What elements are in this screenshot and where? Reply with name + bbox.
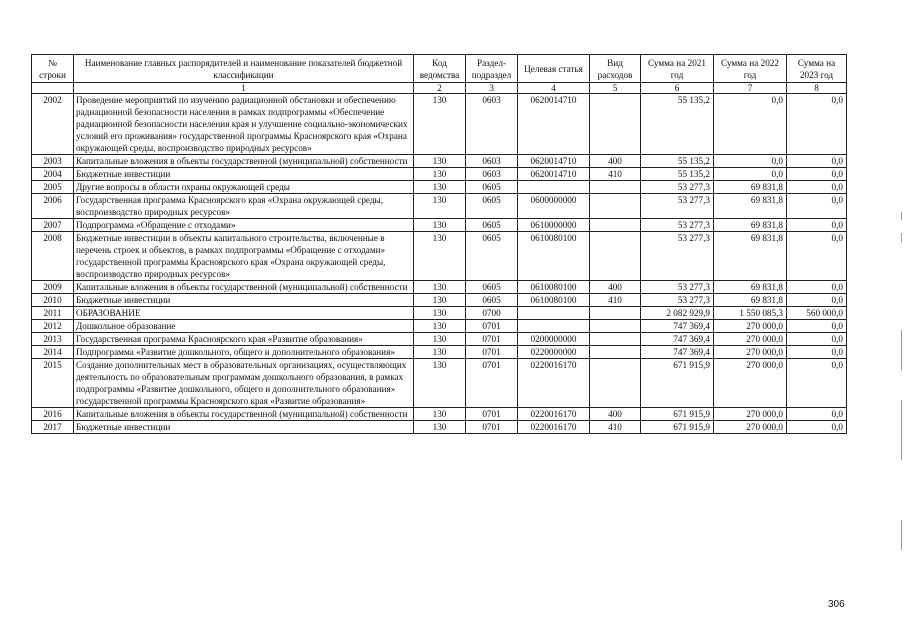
expense-type-cell bbox=[590, 320, 641, 333]
item-name-cell: Капитальные вложения в объекты государственной (муниципальной) собственности bbox=[74, 155, 414, 168]
header-num-5: 5 bbox=[590, 83, 641, 94]
sum-2022-cell: 270 000,0 bbox=[714, 359, 787, 408]
target-item-cell bbox=[518, 181, 590, 194]
table-row bbox=[32, 155, 847, 168]
expense-type-cell: 400 bbox=[590, 155, 641, 168]
item-name-cell: Бюджетные инвестиции bbox=[74, 421, 414, 434]
department-code-cell: 130 bbox=[414, 408, 466, 421]
row-number-cell: 2017 bbox=[32, 421, 74, 434]
table-row bbox=[32, 307, 847, 320]
row-number-cell: 2012 bbox=[32, 320, 74, 333]
sum-2021-cell: 671 915,9 bbox=[641, 408, 714, 421]
header-expense-type: Вид расходов bbox=[590, 55, 641, 83]
section-code-cell: 0700 bbox=[466, 307, 518, 320]
sum-2023-cell: 560 000,0 bbox=[787, 307, 847, 320]
target-item-cell: 0220000000 bbox=[518, 346, 590, 359]
section-code-cell: 0605 bbox=[466, 281, 518, 294]
table-row bbox=[32, 194, 847, 219]
row-number-cell: 2015 bbox=[32, 359, 74, 408]
item-name-cell: Дошкольное образование bbox=[74, 320, 414, 333]
section-code-cell: 0603 bbox=[466, 168, 518, 181]
expense-type-cell bbox=[590, 232, 641, 281]
item-name-cell: Бюджетные инвестиции bbox=[74, 168, 414, 181]
header-num-6: 6 bbox=[641, 83, 714, 94]
sum-2023-cell: 0,0 bbox=[787, 194, 847, 219]
department-code-cell: 130 bbox=[414, 181, 466, 194]
row-number-cell: 2010 bbox=[32, 294, 74, 307]
header-num-3: 3 bbox=[466, 83, 518, 94]
sum-2021-cell: 53 277,3 bbox=[641, 219, 714, 232]
row-number-cell: 2011 bbox=[32, 307, 74, 320]
table-row bbox=[32, 219, 847, 232]
department-code-cell: 130 bbox=[414, 232, 466, 281]
header-num-8: 8 bbox=[787, 83, 847, 94]
table-row bbox=[32, 320, 847, 333]
department-code-cell: 130 bbox=[414, 320, 466, 333]
scan-edge-mark bbox=[901, 233, 902, 242]
target-item-cell bbox=[518, 307, 590, 320]
expense-type-cell bbox=[590, 194, 641, 219]
sum-2023-cell: 0,0 bbox=[787, 333, 847, 346]
sum-2022-cell: 0,0 bbox=[714, 168, 787, 181]
row-number-cell: 2009 bbox=[32, 281, 74, 294]
header-row-number: № строки bbox=[32, 55, 74, 83]
row-number-cell: 2013 bbox=[32, 333, 74, 346]
section-code-cell: 0701 bbox=[466, 359, 518, 408]
row-number-cell: 2008 bbox=[32, 232, 74, 281]
item-name-cell: Проведение мероприятий по изучению радиационной обстановки и обеспечению радиационной безопасности населения в рамках подпрограммы «Обеспечение радиационной безопасности населения края и улучшение социально-экономических условий его проживания» государственной программы Красноярского края «Охрана окружающей среды, воспроизводство природных ресурсов» bbox=[74, 94, 414, 155]
section-code-cell: 0605 bbox=[466, 181, 518, 194]
department-code-cell: 130 bbox=[414, 155, 466, 168]
sum-2022-cell: 69 831,8 bbox=[714, 194, 787, 219]
scan-edge-mark bbox=[901, 330, 902, 370]
department-code-cell: 130 bbox=[414, 219, 466, 232]
row-number-cell: 2005 bbox=[32, 181, 74, 194]
item-name-cell: Подпрограмма «Обращение с отходами» bbox=[74, 219, 414, 232]
sum-2023-cell: 0,0 bbox=[787, 168, 847, 181]
department-code-cell: 130 bbox=[414, 346, 466, 359]
section-code-cell: 0603 bbox=[466, 94, 518, 155]
expense-type-cell: 410 bbox=[590, 294, 641, 307]
scan-edge-mark bbox=[901, 212, 902, 220]
section-code-cell: 0605 bbox=[466, 294, 518, 307]
header-sum-2023: Сумма на 2023 год bbox=[787, 55, 847, 83]
expense-type-cell bbox=[590, 94, 641, 155]
sum-2023-cell: 0,0 bbox=[787, 294, 847, 307]
sum-2023-cell: 0,0 bbox=[787, 421, 847, 434]
table-row bbox=[32, 181, 847, 194]
target-item-cell: 0200000000 bbox=[518, 333, 590, 346]
sum-2023-cell: 0,0 bbox=[787, 94, 847, 155]
item-name-cell: Подпрограмма «Развитие дошкольного, общего и дополнительного образования» bbox=[74, 346, 414, 359]
target-item-cell: 0600000000 bbox=[518, 194, 590, 219]
table-row bbox=[32, 232, 847, 281]
section-code-cell: 0701 bbox=[466, 421, 518, 434]
expense-type-cell bbox=[590, 333, 641, 346]
budget-table bbox=[31, 54, 847, 434]
target-item-cell: 0610080100 bbox=[518, 232, 590, 281]
section-code-cell: 0701 bbox=[466, 333, 518, 346]
sum-2023-cell: 0,0 bbox=[787, 346, 847, 359]
department-code-cell: 130 bbox=[414, 421, 466, 434]
scan-edge-mark bbox=[901, 400, 902, 460]
row-number-cell: 2003 bbox=[32, 155, 74, 168]
target-item-cell: 0620014710 bbox=[518, 94, 590, 155]
sum-2023-cell: 0,0 bbox=[787, 155, 847, 168]
sum-2022-cell: 0,0 bbox=[714, 155, 787, 168]
expense-type-cell: 400 bbox=[590, 408, 641, 421]
department-code-cell: 130 bbox=[414, 281, 466, 294]
table-row bbox=[32, 294, 847, 307]
header-num-4: 4 bbox=[518, 83, 590, 94]
item-name-cell: Капитальные вложения в объекты государственной (муниципальной) собственности bbox=[74, 281, 414, 294]
sum-2021-cell: 747 369,4 bbox=[641, 333, 714, 346]
table-row bbox=[32, 94, 847, 155]
sum-2023-cell: 0,0 bbox=[787, 359, 847, 408]
expense-type-cell bbox=[590, 346, 641, 359]
item-name-cell: Создание дополнительных мест в образовательных организациях, осуществляющих деятельность по образовательным программам дошкольного образования, в рамках подпрограммы «Развитие дошкольного, общего и дополнительного образования» государственной программы Красноярского края «Развитие образования» bbox=[74, 359, 414, 408]
sum-2021-cell: 55 135,2 bbox=[641, 168, 714, 181]
department-code-cell: 130 bbox=[414, 94, 466, 155]
expense-type-cell bbox=[590, 307, 641, 320]
section-code-cell: 0605 bbox=[466, 232, 518, 281]
department-code-cell: 130 bbox=[414, 168, 466, 181]
sum-2022-cell: 69 831,8 bbox=[714, 294, 787, 307]
sum-2021-cell: 55 135,2 bbox=[641, 94, 714, 155]
header-num-1: 1 bbox=[74, 83, 414, 94]
header-section: Раздел-подраздел bbox=[466, 55, 518, 83]
sum-2022-cell: 69 831,8 bbox=[714, 232, 787, 281]
expense-type-cell bbox=[590, 219, 641, 232]
sum-2021-cell: 2 082 929,9 bbox=[641, 307, 714, 320]
target-item-cell: 0610080100 bbox=[518, 281, 590, 294]
table-row bbox=[32, 421, 847, 434]
sum-2023-cell: 0,0 bbox=[787, 219, 847, 232]
table-body bbox=[32, 94, 847, 434]
target-item-cell bbox=[518, 320, 590, 333]
header-target-item: Целевая статья bbox=[518, 55, 590, 83]
target-item-cell: 0610000000 bbox=[518, 219, 590, 232]
sum-2022-cell: 270 000,0 bbox=[714, 320, 787, 333]
sum-2021-cell: 747 369,4 bbox=[641, 320, 714, 333]
row-number-cell: 2006 bbox=[32, 194, 74, 219]
item-name-cell: Бюджетные инвестиции bbox=[74, 294, 414, 307]
sum-2021-cell: 671 915,9 bbox=[641, 421, 714, 434]
target-item-cell: 0220016170 bbox=[518, 359, 590, 408]
item-name-cell: Другие вопросы в области охраны окружающей среды bbox=[74, 181, 414, 194]
sum-2021-cell: 55 135,2 bbox=[641, 155, 714, 168]
sum-2022-cell: 69 831,8 bbox=[714, 281, 787, 294]
expense-type-cell: 410 bbox=[590, 168, 641, 181]
sum-2022-cell: 270 000,0 bbox=[714, 421, 787, 434]
department-code-cell: 130 bbox=[414, 307, 466, 320]
header-num-7: 7 bbox=[714, 83, 787, 94]
header-sum-2022: Сумма на 2022 год bbox=[714, 55, 787, 83]
item-name-cell: Капитальные вложения в объекты государственной (муниципальной) собственности bbox=[74, 408, 414, 421]
sum-2021-cell: 53 277,3 bbox=[641, 181, 714, 194]
item-name-cell: Государственная программа Красноярского края «Охрана окружающей среды, воспроизводство природных ресурсов» bbox=[74, 194, 414, 219]
sum-2023-cell: 0,0 bbox=[787, 232, 847, 281]
section-code-cell: 0701 bbox=[466, 320, 518, 333]
header-name: Наименование главных распорядителей и наименование показателей бюджетной классификации bbox=[74, 55, 414, 83]
expense-type-cell: 400 bbox=[590, 281, 641, 294]
department-code-cell: 130 bbox=[414, 359, 466, 408]
page-number: 306 bbox=[828, 599, 845, 610]
sum-2021-cell: 53 277,3 bbox=[641, 294, 714, 307]
sum-2023-cell: 0,0 bbox=[787, 408, 847, 421]
row-number-cell: 2002 bbox=[32, 94, 74, 155]
table-row bbox=[32, 333, 847, 346]
sum-2021-cell: 53 277,3 bbox=[641, 281, 714, 294]
item-name-cell: Бюджетные инвестиции в объекты капитального строительства, включенные в перечень строек и объектов, в рамках подпрограммы «Обращение с отходами» государственной программы Красноярского края «Охрана окружающей среды, воспроизводство природных ресурсов» bbox=[74, 232, 414, 281]
item-name-cell: ОБРАЗОВАНИЕ bbox=[74, 307, 414, 320]
item-name-cell: Государственная программа Красноярского края «Развитие образования» bbox=[74, 333, 414, 346]
sum-2021-cell: 671 915,9 bbox=[641, 359, 714, 408]
sum-2023-cell: 0,0 bbox=[787, 281, 847, 294]
department-code-cell: 130 bbox=[414, 333, 466, 346]
target-item-cell: 0220016170 bbox=[518, 421, 590, 434]
sum-2021-cell: 747 369,4 bbox=[641, 346, 714, 359]
sum-2021-cell: 53 277,3 bbox=[641, 232, 714, 281]
header-num-2: 2 bbox=[414, 83, 466, 94]
sum-2023-cell: 0,0 bbox=[787, 181, 847, 194]
table-row bbox=[32, 168, 847, 181]
department-code-cell: 130 bbox=[414, 194, 466, 219]
header-department-code: Код ведомства bbox=[414, 55, 466, 83]
table-row bbox=[32, 359, 847, 408]
header-num-blank bbox=[32, 83, 74, 94]
target-item-cell: 0620014710 bbox=[518, 155, 590, 168]
table-row bbox=[32, 408, 847, 421]
sum-2022-cell: 69 831,8 bbox=[714, 219, 787, 232]
sum-2023-cell: 0,0 bbox=[787, 320, 847, 333]
row-number-cell: 2007 bbox=[32, 219, 74, 232]
expense-type-cell bbox=[590, 181, 641, 194]
target-item-cell: 0610080100 bbox=[518, 294, 590, 307]
target-item-cell: 0220016170 bbox=[518, 408, 590, 421]
department-code-cell: 130 bbox=[414, 294, 466, 307]
section-code-cell: 0603 bbox=[466, 155, 518, 168]
expense-type-cell: 410 bbox=[590, 421, 641, 434]
row-number-cell: 2016 bbox=[32, 408, 74, 421]
section-code-cell: 0701 bbox=[466, 408, 518, 421]
expense-type-cell bbox=[590, 359, 641, 408]
section-code-cell: 0605 bbox=[466, 219, 518, 232]
sum-2022-cell: 270 000,0 bbox=[714, 346, 787, 359]
sum-2022-cell: 270 000,0 bbox=[714, 408, 787, 421]
table-row bbox=[32, 281, 847, 294]
row-number-cell: 2004 bbox=[32, 168, 74, 181]
scan-edge-mark bbox=[901, 520, 902, 550]
sum-2022-cell: 270 000,0 bbox=[714, 333, 787, 346]
table-row bbox=[32, 346, 847, 359]
section-code-cell: 0701 bbox=[466, 346, 518, 359]
section-code-cell: 0605 bbox=[466, 194, 518, 219]
sum-2022-cell: 1 550 085,3 bbox=[714, 307, 787, 320]
sum-2022-cell: 69 831,8 bbox=[714, 181, 787, 194]
row-number-cell: 2014 bbox=[32, 346, 74, 359]
sum-2021-cell: 53 277,3 bbox=[641, 194, 714, 219]
sum-2022-cell: 0,0 bbox=[714, 94, 787, 155]
target-item-cell: 0620014710 bbox=[518, 168, 590, 181]
header-sum-2021: Сумма на 2021 год bbox=[641, 55, 714, 83]
